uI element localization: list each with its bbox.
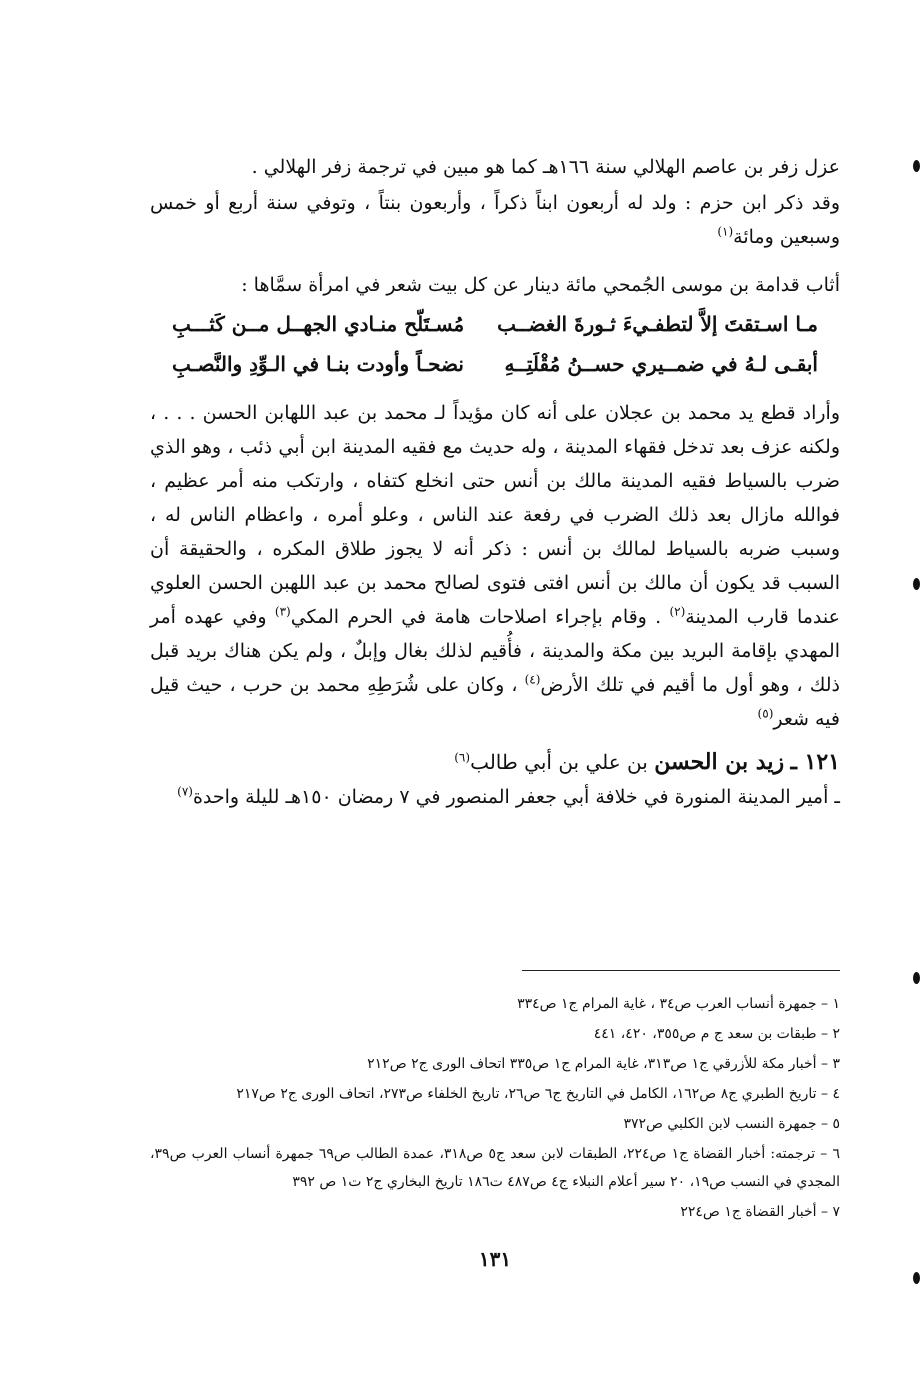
- margin-mark: [913, 1272, 920, 1284]
- footnotes: [150, 988, 840, 1228]
- page-content: [150, 150, 840, 1300]
- entry-line-text: ـ أمير المدينة المنورة في خلافة أبي جعفر المنصور في ٧ رمضان ١٥٠هـ لليلة واحدة: [192, 786, 840, 808]
- main-paragraph: [150, 396, 840, 736]
- paragraph-text: وأراد قطع يد محمد بن عجلان على أنه كان مؤيداً لـ محمد بن عبد اللهابن الحسن . . . ، ولكنه عزف بعد تدخل فقهاء المدينة ، وله حديث مع فقيه المدينة ابن أبي ذئب ، وهو الذي ضرب بالسياط فقيه المدينة مالك بن أنس حتى انخلع كتفاه ، وارتكب منه أمر عظيم ، فوالله مازال بعد ذلك الضرب في رفعة عند الناس ، وعلو أمره ، واعظام الناس له ، وسبب ضربه بالسياط لمالك بن أنس : ذكر أنه لا يجوز طلاق المكره ، والحقيقة أن السبب قد يكون أن مالك بن أنس افتى فتوى لصالح محمد بن عبد اللهبن الحسن العلوي عندما قارب المدينة: [150, 402, 840, 628]
- verse-1-first-half: مـا اسـتقتَ إلاَّ لتطفـيءَ ثـورةَ الغضــب: [497, 312, 818, 336]
- footnote-ref[interactable]: (٣): [274, 604, 291, 619]
- footnote-6: ٦ – ترجمته: أخبار القضاة ج١ ص٢٢٤، الطبقات لابن سعد ج٥ ص٣١٨، عمدة الطالب ص٦٩ جمهرة أنساب العرب ص٣٩، المجدي في النسب ص١٩، ٢٠ سير أعلام النبلاء ج٤ ص٤٨٧ ت١٨٦ تاريخ البخاري ج٢ ت١ ص ٣٩٢: [150, 1146, 840, 1190]
- footnote-4: ٤ – تاريخ الطبري ج٨ ص١٦٢، الكامل في التاريخ ج٦ ص٢٦، تاريخ الخلفاء ص٢٧٣، اتحاف الورى ج٢ ص٢١٧: [236, 1086, 840, 1102]
- footnote-ref[interactable]: (٤): [524, 672, 541, 687]
- margin-mark: [913, 160, 920, 172]
- paragraph-text: وفي عهده أمر المهدي بإقامة البريد بين مكة والمدينة ، فأُقيم لذلك بغال وإبلٌ ، ولم يكن هناك بريد قبل ذلك ، وهو أول ما أقيم في تلك الأرض: [150, 606, 840, 696]
- page-number: ١٣١: [478, 1247, 512, 1271]
- verse-1-second-half: مُسـتَلّح منـادي الجهــل مــن كَثـــبِ: [172, 312, 465, 336]
- footnote-2: ٢ – طبقات بن سعد ج م ص٣٥٥، ٤٢٠، ٤٤١: [593, 1026, 840, 1042]
- entry-name-rest: بن علي بن أبي طالب: [470, 750, 655, 774]
- entry-heading: [150, 744, 840, 780]
- footnote-ref[interactable]: (٥): [757, 706, 774, 721]
- entry-line: [150, 780, 840, 814]
- footnote-7: ٧ – أخبار القضاة ج١ ص٢٢٤: [680, 1204, 840, 1220]
- footnote-3: ٣ – أخبار مكة للأزرقي ج١ ص٣١٣، غاية المرام ج١ ص٣٣٥ اتحاف الورى ج٢ ص٢١٢: [367, 1056, 840, 1072]
- entry-name: زيد بن الحسن: [654, 749, 785, 775]
- body-line-2-text: وقد ذكر ابن حزم : ولد له أربعون ابناً ذكراً ، وأربعون بنتاً ، وتوفي سنة أربع أو خمس وسبعين ومائة: [150, 192, 840, 248]
- paragraph-text: ، وكان على شُرَطِهِ محمد بن حرب ، حيث قيل فيه شعر: [150, 674, 840, 730]
- footnote-ref[interactable]: (٦): [454, 750, 471, 765]
- footnote-ref[interactable]: (٧): [177, 784, 193, 799]
- verse-2-first-half: أبقـى لـهُ في ضمــيري حســنُ مُقْلَتِــهِ: [504, 352, 818, 376]
- verse-1: [172, 306, 818, 342]
- footnote-ref[interactable]: (٢): [669, 604, 686, 619]
- verse-2-second-half: نضحـاً وأودت بنـا في الـوِّدِ والنَّصـبِ: [172, 352, 464, 376]
- margin-mark: [913, 578, 920, 590]
- footnote-5: ٥ – جمهرة النسب لابن الكلبي ص٣٧٢: [623, 1116, 840, 1132]
- footnote-1: ١ – جمهرة أنساب العرب ص٣٤ ، غاية المرام ج١ ص٣٣٤: [517, 996, 840, 1012]
- footnote-ref[interactable]: (١): [717, 224, 734, 239]
- paragraph-text: . وقام بإجراء اصلاحات هامة في الحرم المكي: [290, 606, 670, 628]
- body-line-1: عزل زفر بن عاصم الهلالي سنة ١٦٦هـ كما هو مبين في ترجمة زفر الهلالي .: [251, 156, 840, 178]
- body-line-2: [150, 186, 840, 254]
- margin-mark: [913, 972, 920, 984]
- verse-2: [172, 346, 818, 382]
- entry-number: ١٢١ ـ: [790, 749, 840, 775]
- poem-intro: أثاب قدامة بن موسى الجُمحي مائة دينار عن كل بيت شعر في امرأة سمَّاها :: [241, 274, 840, 296]
- footnote-divider: [522, 970, 840, 971]
